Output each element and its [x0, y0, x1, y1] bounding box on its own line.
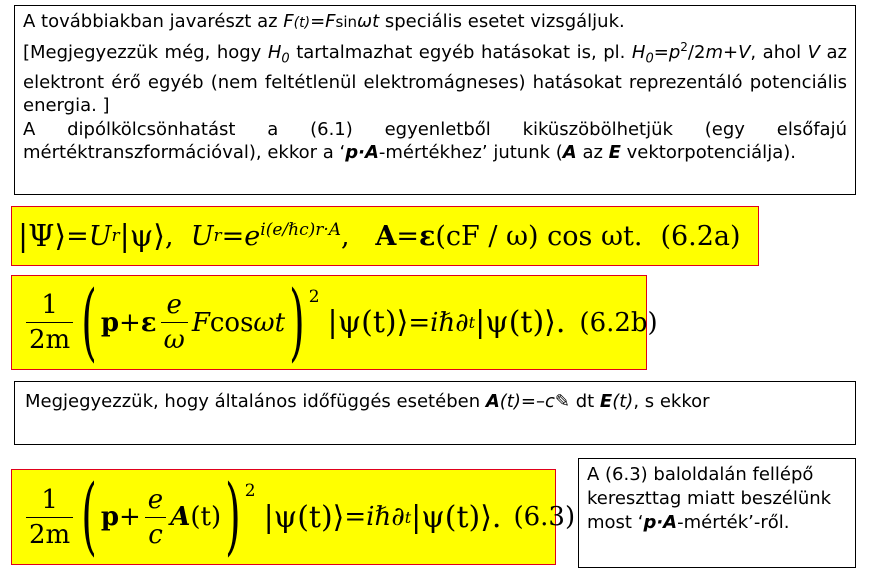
left-paren: ( [81, 274, 97, 371]
fraction-e-over-c: $\frac{e}{c}$ [145, 485, 166, 550]
intro-paragraph-3: A dipólkölcsönhatást a (6.1) egyenletből kiküszöbölhetjük (egy elsőfajú mértéktranszformációval), ekkor a ‘p·A-mértékhez’ jutunk (A az E vektorpotenciálja). [23, 118, 847, 164]
right-paren: ) [289, 274, 305, 371]
fraction-e-over-omega: $\frac{e}{\omega}$ [161, 290, 188, 355]
left-paren: ( [81, 468, 97, 566]
fraction-1-over-2m: $\frac{1}{2m}$ [26, 290, 73, 355]
general-time-dependence-box: Megjegyezzük, hogy általános időfüggés esetében A(t)=–c✎ dt E(t), s ekkor [14, 381, 856, 445]
intro-text-box [14, 5, 856, 195]
intro-paragraph-2: [Megjegyezzük még, hogy $H_0$ tartalmazhat egyéb hatásokat is, pl. $H_0=p^2/2m+V$, ahol V az elektront érő egyéb (nem feltétlenül elektromágneses) hatásokat reprezentáló potenciális energia. ] [23, 39, 847, 117]
equation-6-2b: $\frac{1}{2m}$ ( p + ε $\frac{e}{\omega}$ F cos ωt ) 2 |ψ(t)⟩ = iℏ∂ t |ψ(t)⟩. (6.2b) [11, 275, 647, 370]
cross-term-note-box: A (6.3) baloldalán fellépő kereszttag miatt beszélünk most ‘p·A-mérték’-ről. [578, 458, 856, 568]
right-paren: ) [225, 468, 241, 566]
intro-line-1: A továbbiakban javarészt az F(t)=Fsinωt speciális esetet vizsgáljuk. [23, 11, 625, 32]
equation-6-3: $\frac{1}{2m}$ ( p + $\frac{e}{c}$ A (t) ) 2 |ψ(t)⟩ = iℏ∂ t |ψ(t)⟩. (6.3) [11, 469, 556, 565]
equation-6-2a: |Ψ⟩ = U r |ψ⟩ , U r = e $^{i(e/\hbar c)r\cdot A}$ , A = ε (cF / ω) cos ωt. (6.2a) [11, 206, 759, 266]
integral-placeholder-icon: ✎ [554, 391, 570, 412]
fraction-1-over-2m: $\frac{1}{2m}$ [26, 485, 73, 550]
